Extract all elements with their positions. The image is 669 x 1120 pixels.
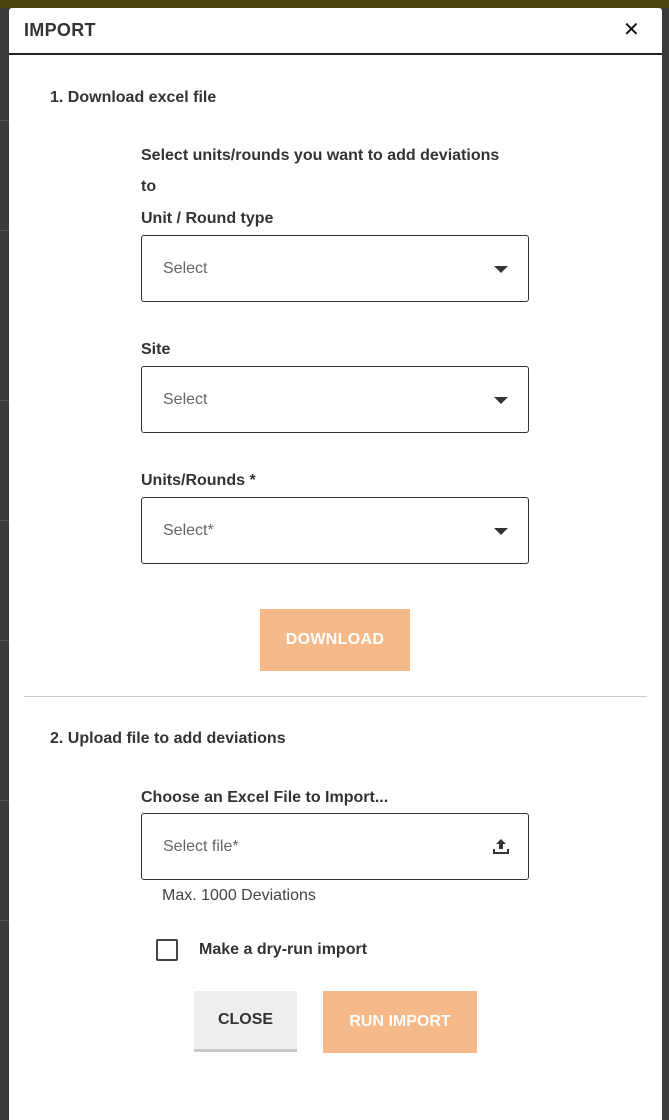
- file-input[interactable]: [141, 813, 529, 880]
- site-placeholder: Select: [163, 390, 208, 408]
- section-upload-title: 2. Upload file to add deviations: [50, 730, 286, 747]
- units-rounds-select[interactable]: [141, 497, 529, 564]
- intro-text: [141, 140, 499, 202]
- backdrop-divider: [0, 800, 9, 801]
- close-button[interactable]: CLOSE: [194, 991, 297, 1052]
- backdrop-divider: [0, 120, 9, 121]
- units-rounds-placeholder: Select*: [163, 521, 214, 539]
- backdrop-divider: [0, 520, 9, 521]
- file-placeholder: Select file*: [163, 837, 239, 855]
- unit-round-type-select[interactable]: [141, 235, 529, 302]
- close-icon[interactable]: ✕: [623, 19, 640, 41]
- dry-run-label[interactable]: Make a dry-run import: [199, 941, 368, 958]
- section-download-title: 1. Download excel file: [50, 89, 217, 106]
- dialog-title: IMPORT: [24, 20, 96, 40]
- intro-line-1: Select units/rounds you want to add deviations: [141, 147, 500, 164]
- dry-run-checkbox[interactable]: [156, 939, 178, 961]
- chevron-down-icon: [494, 397, 508, 404]
- backdrop-divider: [0, 640, 9, 641]
- site-label: Site: [141, 341, 171, 358]
- file-label: Choose an Excel File to Import...: [141, 789, 389, 806]
- site-select[interactable]: [141, 366, 529, 433]
- max-deviations-hint: Max. 1000 Deviations: [162, 887, 316, 904]
- backdrop-divider: [0, 400, 9, 401]
- backdrop-divider: [0, 920, 9, 921]
- download-button[interactable]: DOWNLOAD: [260, 609, 410, 671]
- background-topbar: [0, 0, 669, 8]
- run-import-button[interactable]: RUN IMPORT: [323, 991, 477, 1053]
- unit-round-type-placeholder: Select: [163, 259, 208, 277]
- backdrop-divider: [0, 230, 9, 231]
- intro-line-2: to: [141, 178, 157, 195]
- chevron-down-icon: [494, 528, 508, 535]
- upload-icon[interactable]: [492, 838, 510, 856]
- units-rounds-label: Units/Rounds *: [141, 472, 256, 489]
- chevron-down-icon: [494, 266, 508, 273]
- unit-round-type-label: Unit / Round type: [141, 210, 274, 227]
- dialog-header: [9, 8, 662, 55]
- section-divider: [24, 696, 647, 697]
- import-dialog: [9, 8, 662, 1120]
